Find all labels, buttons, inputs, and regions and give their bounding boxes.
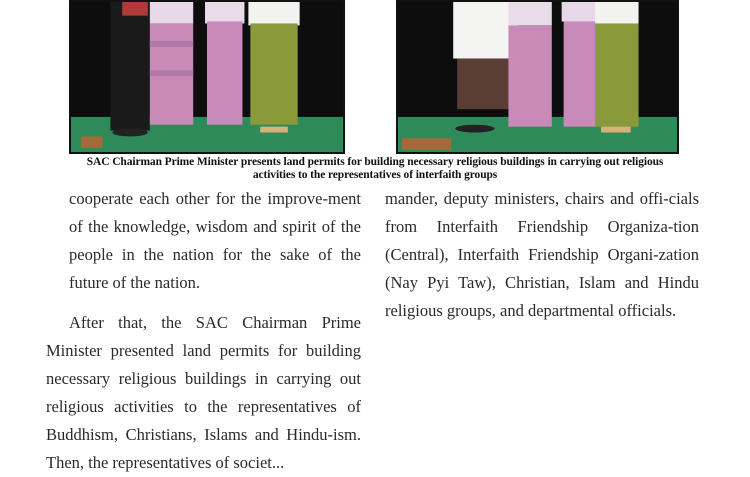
photo-caption [40, 156, 710, 182]
photo-caption-line-1: SAC Chairman Prime Minister presents land permits for building necessary religious buildings in carrying out religious [86, 156, 664, 168]
ceremony-photo-left-image [71, 2, 343, 152]
ceremony-photo-right-image [398, 2, 677, 152]
right-column-paragraph-1: mander, deputy ministers, chairs and offi-cials from Interfaith Friendship Organiza-tion (Central), Interfaith Friendship Organi-zation (Nay Pyi Taw), Christian, Islam and Hindu religious groups, and departmental officials. [385, 189, 699, 320]
ceremony-photo-right [396, 0, 679, 154]
left-column-paragraph-2: After that, the SAC Chairman Prime Minister presented land permits for building necessary religious buildings in carrying out religious activities to the representatives of Buddhism, Christians, Islams and Hindu-ism. Then, the representatives of societ... [46, 313, 361, 472]
ceremony-photo-left [69, 0, 345, 154]
photo-caption-line-2: activities to the representatives of interfaith groups [252, 169, 498, 181]
left-column-paragraph-1: cooperate each other for the improve-ment of the knowledge, wisdom and spirit of the people in the nation for the sake of the future of the nation. [69, 189, 361, 292]
